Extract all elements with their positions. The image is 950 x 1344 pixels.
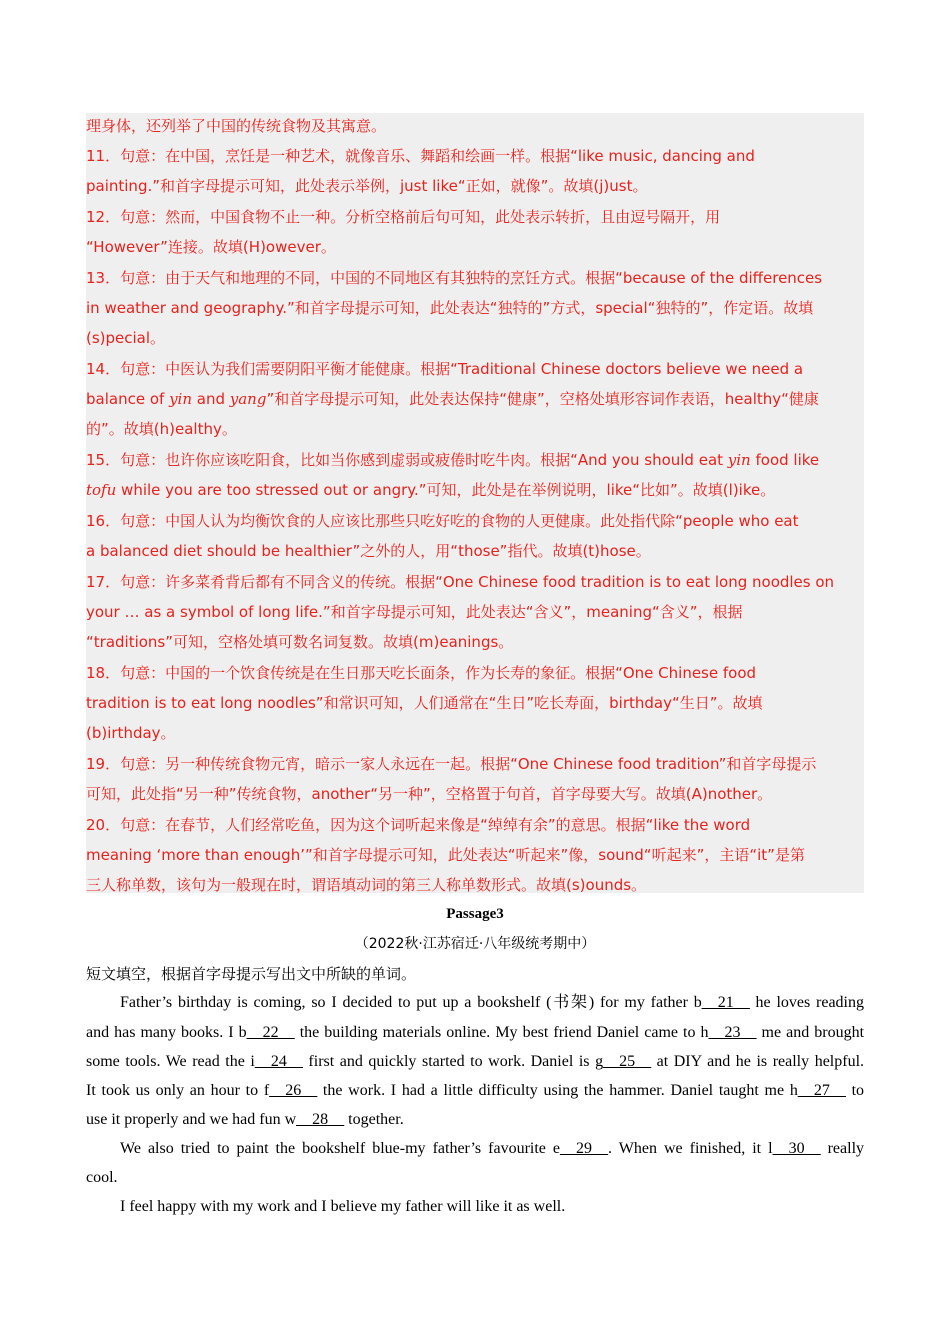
blank-28: __28__ — [296, 1111, 345, 1128]
blank-30: __30__ — [772, 1140, 821, 1157]
answer-16-line-2: a balanced diet should be healthier”之外的人，用“those”指代。故填(t)hose。 — [86, 542, 651, 560]
passage-text: some tools. We read the i — [86, 1053, 255, 1070]
blank-26: __26__ — [269, 1082, 318, 1099]
answer-11-line-2: painting.”和首字母提示可知，此处表示举例，just like“正如，就像”。故填(j)ust。 — [86, 177, 648, 195]
answer-11-line-1: 11．句意：在中国，烹饪是一种艺术，就像音乐、舞蹈和绘画一样。根据“like music, dancing and — [86, 147, 755, 165]
answer-15-text: while you are too stressed out or angry.”可知，此处是在举例说明，like“比如”。故填(l)ike。 — [116, 481, 776, 499]
blank-22: __22__ — [246, 1024, 295, 1041]
answer-14-text: balance of — [86, 390, 170, 408]
answer-18-line-1: 18．句意：中国的一个饮食传统是在生日那天吃长面条，作为长寿的象征。根据“One Chinese food — [86, 664, 757, 682]
answer-15-italic-tofu: tofu — [86, 481, 117, 499]
answer-13-line-3: (s)pecial。 — [86, 329, 166, 347]
answer-18-line-3: (b)irthday。 — [86, 724, 176, 742]
passage-text: . When we finished, it l — [608, 1140, 773, 1157]
answer-13-line-1: 13．句意：由于天气和地理的不同，中国的不同地区有其独特的烹饪方式。根据“because of the differences — [86, 269, 823, 287]
answer-16-line-1: 16．句意：中国人认为均衡饮食的人应该比那些只吃好吃的食物的人更健康。此处指代除“people who eat — [86, 512, 799, 530]
passage-text: to — [845, 1082, 865, 1099]
passage-text: use it properly and we had fun w — [86, 1111, 297, 1128]
passage-source: （2022秋·江苏宿迁·八年级统考期中） — [354, 936, 596, 952]
passage-text: We also tried to paint the bookshelf blue-my father’s favourite e — [120, 1140, 561, 1157]
passage-text: first and quickly started to work. Daniel is g — [302, 1053, 604, 1070]
blank-23: __23__ — [708, 1024, 757, 1041]
answer-explanations-panel — [86, 113, 864, 893]
answer-14-italic-yang: yang — [229, 390, 267, 408]
passage-line-8: I feel happy with my work and I believe my father will like it as well. — [120, 1198, 566, 1215]
passage-line-4 — [86, 1081, 864, 1101]
answer-intro-line: 理身体，还列举了中国的传统食物及其寓意。 — [86, 117, 387, 135]
answer-18-line-2: tradition is to eat long noodles”和常识可知，人们通常在“生日”吃长寿面，birthday“生日”。故填 — [86, 694, 763, 712]
blank-24: __24__ — [254, 1053, 303, 1070]
answer-12-line-1: 12．句意：然而，中国食物不止一种。分析空格前后句可知，此处表示转折，且由逗号隔开，用 — [86, 208, 721, 226]
answer-14-italic-yin: yin — [169, 390, 192, 408]
answer-15-italic-yin: yin — [727, 451, 751, 469]
answer-14-text: and — [192, 390, 230, 408]
answer-20-line-1: 20．句意：在春节，人们经常吃鱼，因为这个词听起来像是“绰绰有余”的意思。根据“like the word — [86, 816, 751, 834]
passage-instruction: 短文填空，根据首字母提示写出文中所缺的单词。 — [86, 965, 417, 983]
blank-21: __21__ — [701, 994, 750, 1011]
passage-line-3 — [86, 1052, 864, 1072]
answer-20-line-3: 三人称单数，该句为一般现在时，谓语填动词的第三人称单数形式。故填(s)ounds。 — [86, 876, 647, 894]
answer-12-line-2: “However”连接。故填(H)owever。 — [86, 238, 336, 256]
passage-text: together. — [344, 1111, 404, 1128]
answer-14-line-3: 的”。故填(h)ealthy。 — [86, 420, 237, 438]
answer-19-line-1: 19．句意：另一种传统食物元宵，暗示一家人永远在一起。根据“One Chinese food tradition”和首字母提示 — [86, 755, 817, 773]
passage-text: the building materials online. My best friend Daniel came to h — [294, 1024, 709, 1041]
passage-text: the work. I had a little difficulty using the hammer. Daniel taught me h — [317, 1082, 798, 1099]
passage-title: Passage3 — [446, 906, 504, 922]
answer-19-line-2: 可知，此处指“另一种”传统食物，another“另一种”，空格置于句首，首字母要大写。故填(A)nother。 — [86, 785, 773, 803]
passage-line-6 — [120, 1139, 864, 1159]
passage-text: and has many books. I b — [86, 1024, 247, 1041]
answer-17-line-3: “traditions”可知，空格处填可数名词复数。故填(m)eanings。 — [86, 633, 514, 651]
answer-15-line-1 — [86, 450, 864, 470]
answer-17-line-1: 17．句意：许多菜肴背后都有不同含义的传统。根据“One Chinese food tradition is to eat long noodles on — [86, 573, 835, 591]
answer-14-text: ”和首字母提示可知，此处表达保持“健康”，空格处填形容词作表语，healthy“健康 — [266, 390, 819, 408]
answer-15-line-2 — [86, 480, 864, 500]
answer-17-line-2: your … as a symbol of long life.”和首字母提示可知，此处表达“含义”，meaning“含义”，根据 — [86, 603, 743, 621]
answer-13-line-2: in weather and geography.”和首字母提示可知，此处表达“独特的”方式，special“独特的”，作定语。故填 — [86, 299, 814, 317]
blank-29: __29__ — [560, 1140, 609, 1157]
blank-25: __25__ — [603, 1053, 652, 1070]
passage-text: It took us only an hour to f — [86, 1082, 270, 1099]
passage-line-2 — [86, 1023, 864, 1043]
answer-14-line-1: 14．句意：中医认为我们需要阴阳平衡才能健康。根据“Traditional Chinese doctors believe we need a — [86, 360, 804, 378]
answer-15-text: food like — [750, 451, 820, 469]
passage-text: at DIY and he is really helpful. — [651, 1053, 865, 1070]
passage-line-1 — [120, 993, 864, 1013]
passage-text: Father’s birthday is coming, so I decided to put up a bookshelf (书架) for my father b — [120, 994, 702, 1011]
passage-text: me and brought — [756, 1024, 865, 1041]
answer-20-line-2: meaning ‘more than enough’”和首字母提示可知，此处表达“听起来”像，sound“听起来”，主语“it”是第 — [86, 846, 805, 864]
answer-15-text: 15．句意：也许你应该吃阳食，比如当你感到虚弱或疲倦时吃牛肉。根据“And you should eat — [86, 451, 728, 469]
passage-line-5 — [86, 1110, 864, 1130]
answer-14-line-2 — [86, 389, 864, 409]
blank-27: __27__ — [797, 1082, 846, 1099]
passage-text: he loves reading — [749, 994, 864, 1011]
passage-line-7: cool. — [86, 1169, 118, 1186]
passage-text: really — [820, 1140, 865, 1157]
